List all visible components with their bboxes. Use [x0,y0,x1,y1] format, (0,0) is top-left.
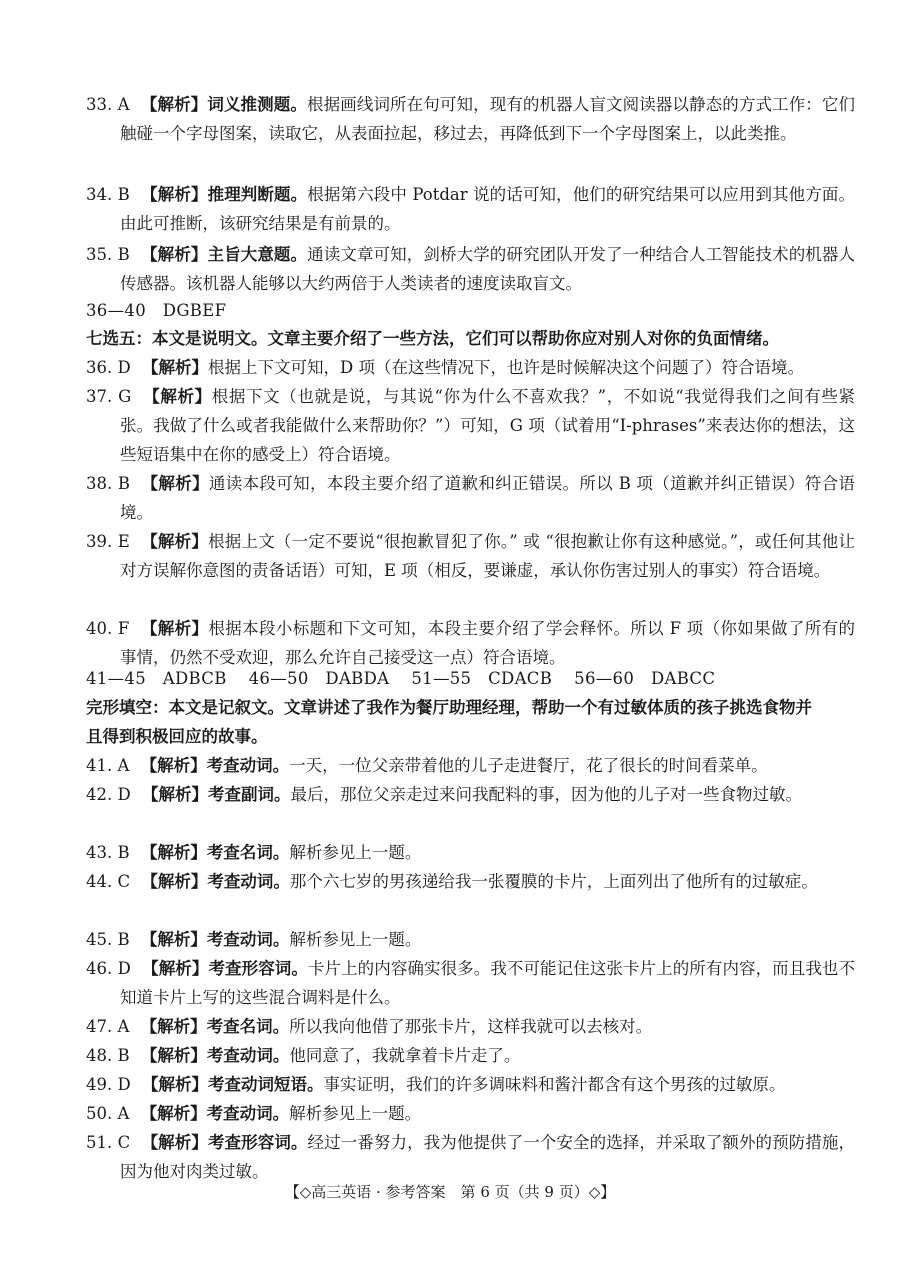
answer-entry-45 [86,925,855,954]
answer-entry-35 [86,240,855,298]
analysis-tag: 【解析】 [141,245,208,264]
answer-group: 46—50 DABDA [248,669,390,688]
analysis-tag: 【解析】 [141,358,208,377]
question-type: 考查动词。 [206,756,290,775]
answer-entry-51 [86,1128,855,1186]
question-type: 考查形容词。 [207,1133,308,1152]
answer-number: 41. A [86,756,130,775]
analysis-text: 他同意了，我就拿着卡片走了。 [289,1046,521,1065]
page-footer: 【◇高三英语 · 参考答案 第 6 页（共 9 页）◇】 [284,1183,616,1201]
question-type: 推理判断题。 [207,185,308,204]
answer-entry-46 [86,954,855,1012]
analysis-tag: 【解析】 [140,1046,207,1065]
answer-number: 35. B [86,245,130,264]
analysis-tag: 【解析】 [141,872,208,891]
analysis-tag: 【解析】 [140,843,207,862]
analysis-text: 根据上下文可知，D 项（在这些情况下，也许是时候解决这个问题了）符合语境。 [207,358,804,377]
question-type: 考查动词短语。 [207,1075,324,1094]
analysis-text: 卡片上的内容确实很多。我不可能记住这张卡片上的所有内容，而且我也不知道卡片上写的这些混合调料是什么。 [120,959,856,1007]
analysis-text: 事实证明，我们的许多调味料和酱汁都含有这个男孩的过敏原。 [323,1075,786,1094]
question-type: 词义推测题。 [207,95,307,114]
question-type: 考查形容词。 [208,959,308,978]
answer-group: 51—55 CDACB [411,669,553,688]
analysis-tag: 【解析】 [140,95,208,114]
answer-number: 45. B [86,930,130,949]
answer-number: 47. A [86,1017,130,1036]
analysis-tag: 【解析】 [140,930,207,949]
analysis-text: 根据上文（一定不要说“很抱歉冒犯了你。” 或 “很抱歉让你有这种感觉。”，或任何其他让对方误解你意图的责备话语）可知，E 项（相反，要谦虚，承认你伤害过别人的事实）符合语境。 [120,532,856,580]
analysis-text: 那个六七岁的男孩递给我一张覆膜的卡片，上面列出了他所有的过敏症。 [289,872,818,891]
answer-entry-37 [86,382,855,469]
answer-entry-43 [86,838,855,867]
answer-number: 40. F [86,619,130,638]
analysis-tag: 【解析】 [141,785,208,804]
answer-number: 44. C [86,872,131,891]
question-type: 考查名词。 [206,1017,290,1036]
answer-entry-38 [86,469,855,527]
answer-entry-34 [86,180,855,238]
section-heading-seven-choose-five: 七选五：本文是说明文。文章主要介绍了一些方法，它们可以帮助你应对别人对你的负面情绪。 [86,329,779,348]
answer-group: 56—60 DABCC [574,669,716,688]
question-type: 考查名词。 [206,843,290,862]
answer-entry-44 [86,867,855,896]
answer-number: 39. E [86,532,130,551]
analysis-tag: 【解析】 [141,1133,208,1152]
answer-entry-36 [86,353,855,382]
answers-36-40: 36—40 DGBEF [86,301,227,320]
answers-41-60 [86,664,821,693]
analysis-text: 根据第六段中 Potdar 说的话可知，他们的研究结果可以应用到其他方面。由此可推断，该研究结果是有前景的。 [120,185,856,233]
analysis-text: 一天，一位父亲带着他的儿子走进餐厅，花了很长的时间看菜单。 [289,756,768,775]
analysis-text: 通读本段可知，本段主要介绍了道歉和纠正错误。所以 B 项（道歉并纠正错误）符合语境。 [120,474,855,522]
analysis-text: 解析参见上一题。 [289,843,422,862]
analysis-text: 最后，那位父亲走过来问我配料的事，因为他的儿子对一些食物过敏。 [290,785,802,804]
analysis-tag: 【解析】 [140,619,209,638]
section-heading-cloze: 完形填空：本文是记叙文。文章讲述了我作为餐厅助理经理，帮助一个有过敏体质的孩子挑选食物并且得到积极回应的故事。 [86,698,812,746]
answer-entry-33 [86,90,855,148]
analysis-text: 经过一番努力，我为他提供了一个安全的选择，并采取了额外的预防措施，因为他对肉类过敏。 [120,1133,855,1181]
answer-entry-50 [86,1099,855,1128]
answer-number: 34. B [86,185,130,204]
analysis-text: 通读文章可知，剑桥大学的研究团队开发了一种结合人工智能技术的机器人传感器。该机器人能够以大约两倍于人类读者的速度读取盲文。 [120,245,856,293]
question-type: 考查副词。 [207,785,291,804]
answer-entry-42 [86,780,855,809]
answer-number: 46. D [86,959,131,978]
answer-number: 51. C [86,1133,131,1152]
analysis-text: 根据画线词所在句可知，现有的机器人盲文阅读器以静态的方式工作：它们触碰一个字母图案，读取它，从表面拉起，移过去，再降低到下一个字母图案上，以此类推。 [120,95,856,143]
question-type: 考查动词。 [206,930,290,949]
answer-number: 50. A [86,1104,130,1123]
question-type: 考查动词。 [207,872,290,891]
question-type: 考查动词。 [206,1104,290,1123]
answer-number: 37. G [86,387,132,406]
answer-number: 38. B [86,474,130,493]
analysis-tag: 【解析】 [141,532,209,551]
answer-entry-39 [86,527,855,585]
answer-number: 42. D [86,785,131,804]
answer-number: 49. D [86,1075,131,1094]
analysis-tag: 【解析】 [140,756,207,775]
answer-entry-41 [86,751,855,780]
analysis-tag: 【解析】 [141,474,209,493]
answer-number: 43. B [86,843,130,862]
answer-number: 36. D [86,358,131,377]
analysis-text: 所以我向他借了那张卡片，这样我就可以去核对。 [289,1017,653,1036]
analysis-tag: 【解析】 [140,1104,207,1123]
analysis-tag: 【解析】 [142,959,209,978]
analysis-tag: 【解析】 [140,1017,207,1036]
analysis-text: 解析参见上一题。 [289,930,422,949]
answer-group: 41—45 ADBCB [86,669,227,688]
analysis-tag: 【解析】 [141,1075,208,1094]
analysis-text: 解析参见上一题。 [289,1104,422,1123]
answer-number: 48. B [86,1046,130,1065]
question-type: 主旨大意题。 [207,245,308,264]
answer-entry-47 [86,1012,855,1041]
analysis-tag: 【解析】 [141,185,208,204]
analysis-tag: 【解析】 [143,387,212,406]
question-type: 考查动词。 [206,1046,290,1065]
answer-entry-48 [86,1041,855,1070]
analysis-text: 根据下文（也就是说，与其说“你为什么不喜欢我？”，不如说“我觉得我们之间有些紧张。我做了什么或者我能做什么来帮助你？”）可知，G 项（试着用“I-phrases”来表达你的想法，这些短语集中在你的感受上）符合语境。 [120,387,856,464]
answer-number: 33. A [86,95,130,114]
analysis-text: 根据本段小标题和下文可知，本段主要介绍了学会释怀。所以 F 项（你如果做了所有的事情，仍然不受欢迎，那么允许自己接受这一点）符合语境。 [120,619,856,667]
answer-entry-49 [86,1070,855,1099]
